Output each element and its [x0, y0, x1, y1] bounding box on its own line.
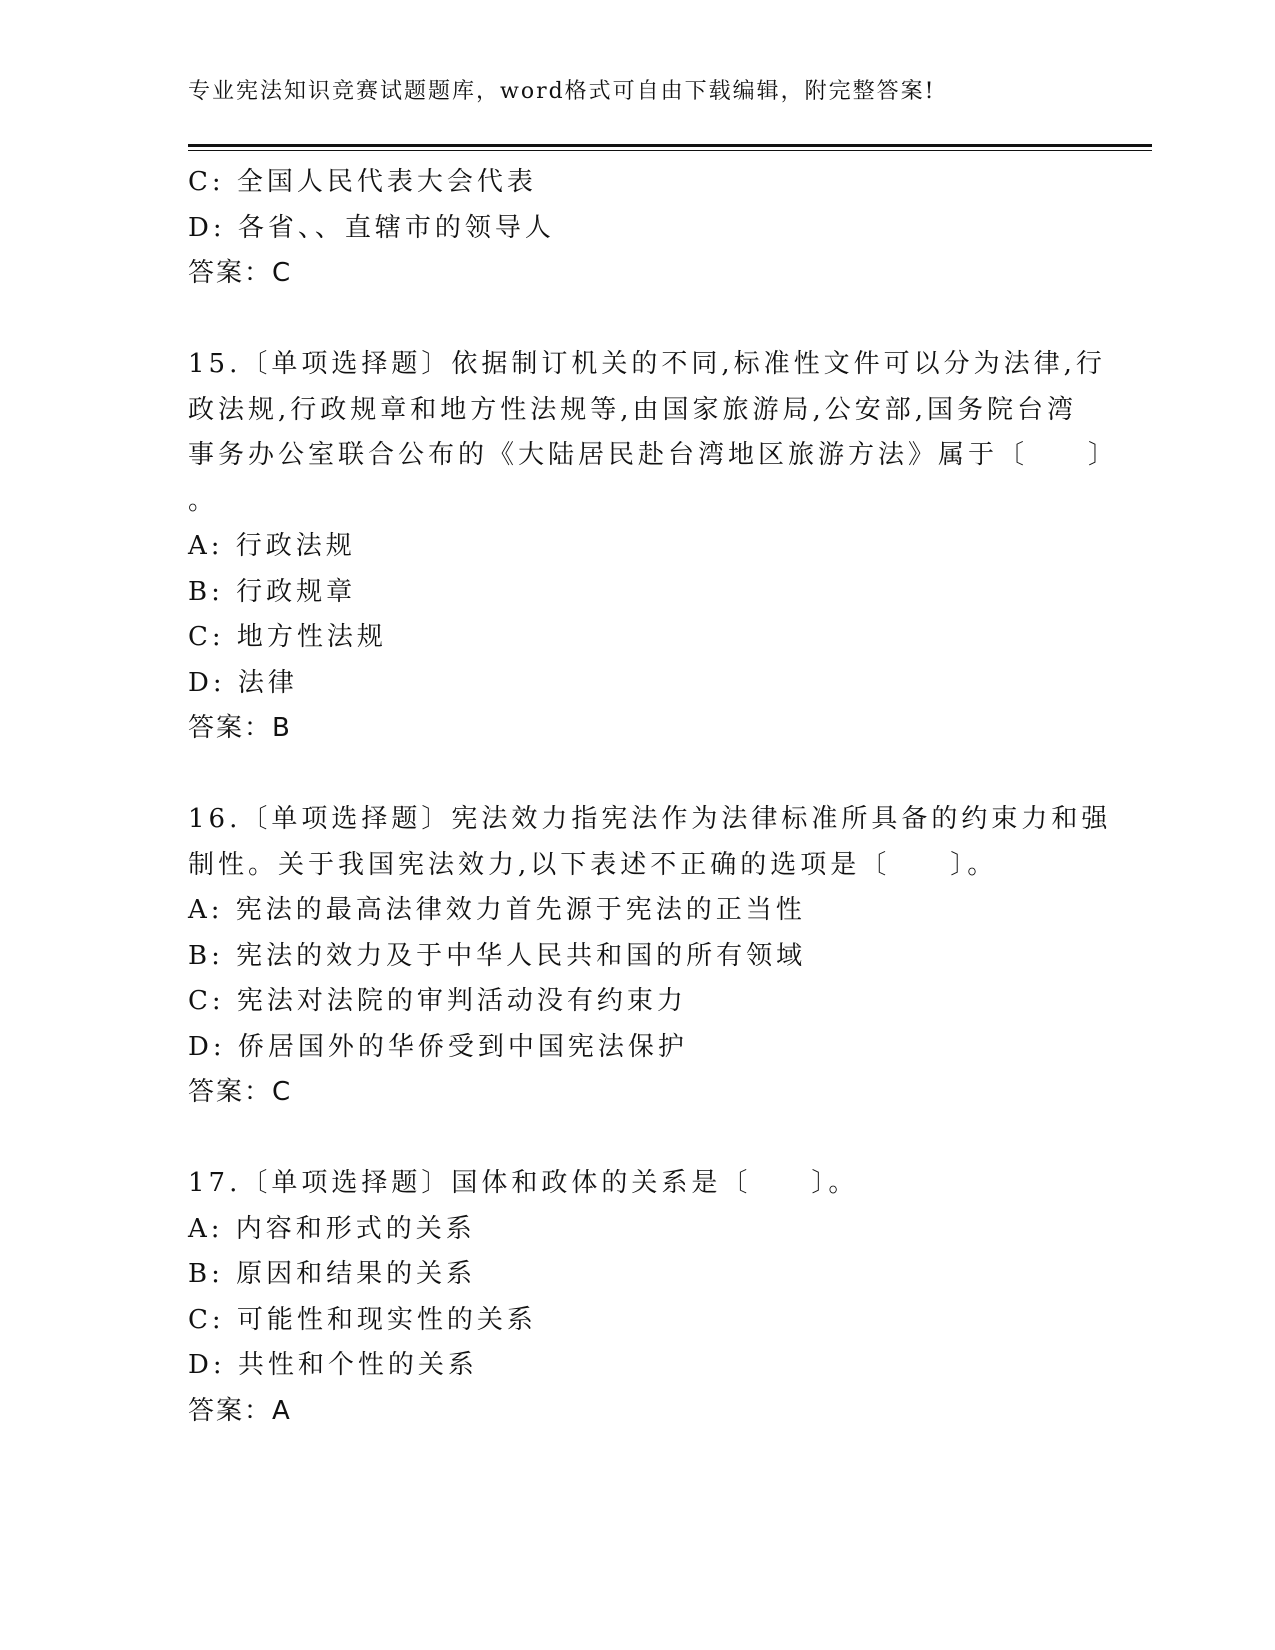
question-stem: 事务办公室联合公布的《大陆居民赴台湾地区旅游方法》属于〔 〕	[188, 440, 1119, 470]
option-c: C: 宪法对法院的审判活动没有约束力	[188, 986, 687, 1016]
question-stem: 16.〔单项选择题〕宪法效力指宪法作为法律标准所具备的约束力和强	[188, 804, 1112, 834]
answer-line: 答案：B	[188, 713, 292, 743]
question-17	[188, 1161, 1088, 1434]
answer-line: 答案：C	[188, 258, 293, 288]
option-c: C: 地方性法规	[188, 622, 387, 652]
option-c: C: 可能性和现实性的关系	[188, 1304, 537, 1335]
option-b: B: 原因和结果的关系	[188, 1259, 477, 1289]
option-d: D: 法律	[188, 667, 298, 698]
question-stem: 15.〔单项选择题〕依据制订机关的不同,标准性文件可以分为法律,行	[188, 349, 1106, 379]
header-rule-thin	[188, 150, 1152, 151]
question-16	[188, 797, 1112, 1116]
option-d: D: 各省、、直辖市的领导人	[188, 212, 555, 243]
answer-line: 答案：C	[188, 1077, 293, 1107]
spacer	[188, 297, 1088, 343]
answer-line: 答案：A	[188, 1395, 292, 1426]
option-a: A: 内容和形式的关系	[188, 1213, 476, 1244]
spacer	[188, 752, 1088, 798]
question-14	[188, 160, 1088, 297]
option-b: B: 宪法的效力及于中华人民共和国的所有领域	[188, 940, 807, 971]
question-stem: 制性。关于我国宪法效力,以下表述不正确的选项是〔 〕。	[188, 849, 998, 880]
question-stem: 政法规,行政规章和地方性法规等,由国家旅游局,公安部,国务院台湾	[188, 394, 1078, 425]
option-a: A: 宪法的最高法律效力首先源于宪法的正当性	[188, 895, 806, 925]
question-15	[188, 342, 1119, 752]
option-c: C: 全国人民代表大会代表	[188, 167, 537, 197]
page-header: 专业宪法知识竞赛试题题库，word格式可自由下载编辑，附完整答案!	[188, 79, 936, 104]
option-b: B: 行政规章	[188, 576, 357, 607]
question-stem: 17.〔单项选择题〕国体和政体的关系是〔 〕。	[188, 1168, 859, 1198]
question-list	[188, 160, 1119, 1434]
option-d: D: 侨居国外的华侨受到中国宪法保护	[188, 1031, 688, 1062]
option-a: A: 行政法规	[188, 531, 356, 561]
spacer	[188, 1116, 1088, 1162]
header-rule-thick	[188, 144, 1152, 147]
option-d: D: 共性和个性的关系	[188, 1350, 478, 1380]
question-stem: 。	[188, 485, 219, 516]
